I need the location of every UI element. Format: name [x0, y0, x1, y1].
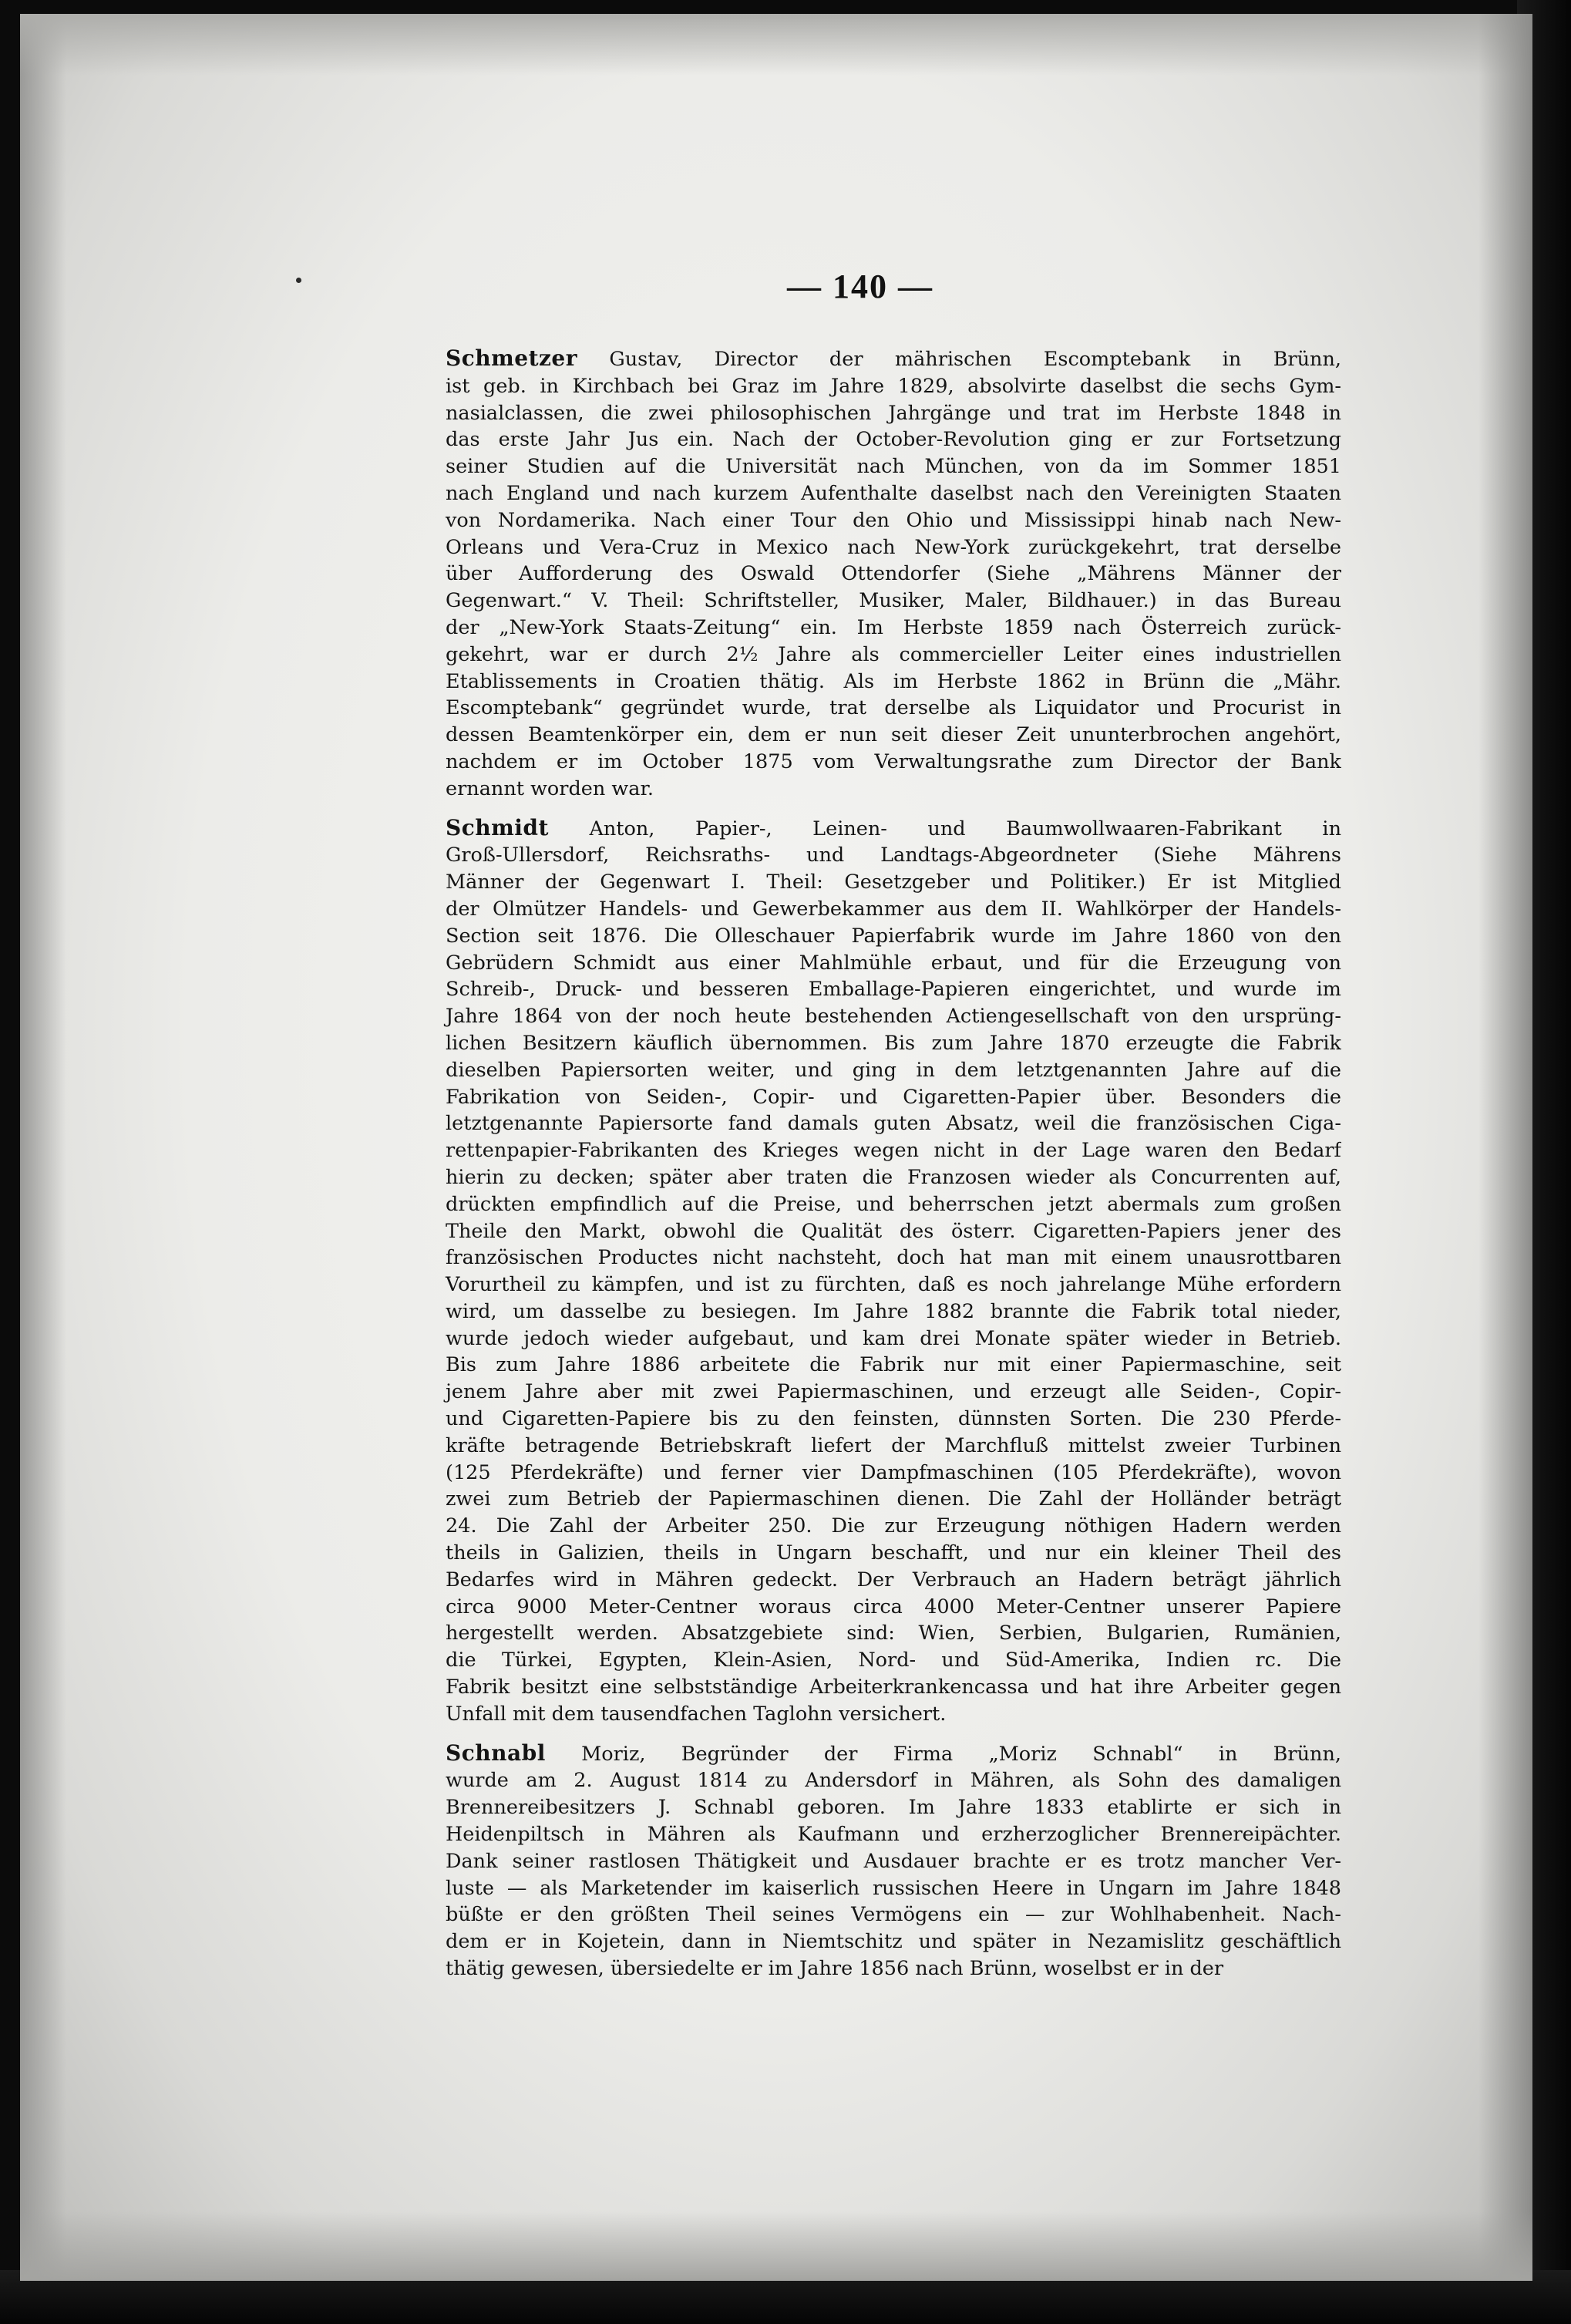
text-line: gekehrt, war er durch 2½ Jahre als commercieller Leiter eines industriellen: [446, 642, 1341, 666]
text-line: [368, 345, 1341, 373]
text-line: ist geb. in Kirchbach bei Graz im Jahre 1829, absolvirte daselbst die sechs Gym-: [446, 374, 1341, 398]
entry-list: [368, 345, 1341, 1982]
entry-first-line: Gustav, Director der mährischen Escomptebank in Brünn,: [577, 348, 1341, 371]
text-line: Bis zum Jahre 1886 arbeitete die Fabrik nur mit einer Papiermaschine, seit: [446, 1353, 1341, 1377]
text-line: wurde jedoch wieder aufgebaut, und kam drei Monate später wieder in Betrieb.: [446, 1326, 1341, 1350]
text-line: Brennereibesitzers J. Schnabl geboren. Im Jahre 1833 etablirte er sich in: [446, 1796, 1341, 1820]
text-line: Escomptebank“ gegründet wurde, trat derselbe als Liquidator und Procurist in: [446, 696, 1341, 720]
biography-entry: [368, 1740, 1341, 1982]
biography-entry: [368, 345, 1341, 803]
text-line: wird, um dasselbe zu besiegen. Im Jahre 1882 brannte die Fabrik total nieder,: [446, 1299, 1341, 1323]
text-line: der Olmützer Handels- und Gewerbekammer aus dem II. Wahlkörper der Handels-: [446, 897, 1341, 921]
text-line: jenem Jahre aber mit zwei Papiermaschinen, und erzeugt alle Seiden-, Copir-: [446, 1380, 1341, 1404]
text-line: lichen Besitzern käuflich übernommen. Bis zum Jahre 1870 erzeugte die Fabrik: [446, 1031, 1341, 1055]
text-line: thätig gewesen, übersiedelte er im Jahre 1856 nach Brünn, woselbst er in der: [446, 1957, 1224, 1981]
text-line: Jahre 1864 von der noch heute bestehenden Actiengesellschaft von den ursprüng-: [446, 1005, 1341, 1029]
text-line: ernannt worden war.: [446, 776, 654, 800]
text-line: rettenpapier-Fabrikanten des Krieges wegen nicht in der Lage waren den Bedarf: [446, 1139, 1341, 1163]
text-line: Unfall mit dem tausendfachen Taglohn versichert.: [446, 1702, 947, 1726]
text-line: wurde am 2. August 1814 zu Andersdorf in Mähren, als Sohn des damaligen: [446, 1769, 1341, 1793]
text-line: Section seit 1876. Die Olleschauer Papierfabrik wurde im Jahre 1860 von den: [446, 924, 1341, 948]
entry-first-line: Moriz, Begründer der Firma „Moriz Schnabl“ in Brünn,: [545, 1742, 1341, 1766]
page-shading-right: [1478, 14, 1532, 2281]
text-line: circa 9000 Meter-Centner woraus circa 4000 Meter-Centner unserer Papiere: [446, 1595, 1341, 1618]
text-line: Schreib-, Druck- und besseren Emballage-Papieren eingerichtet, und wurde im: [446, 978, 1341, 1002]
text-line: Gegenwart.“ V. Theil: Schriftsteller, Musiker, Maler, Bildhauer.) in das Bureau: [446, 589, 1341, 613]
text-line: Dank seiner rastlosen Thätigkeit und Ausdauer brachte er es trotz mancher Ver-: [446, 1849, 1341, 1873]
text-line: Groß-Ullersdorf, Reichsraths- und Landtags-Abgeordneter (Siehe Mährens: [446, 844, 1341, 867]
biography-entry: [368, 815, 1341, 1728]
text-line: (125 Pferdekräfte) und ferner vier Dampfmaschinen (105 Pferdekräfte), wovon: [446, 1460, 1341, 1484]
text-line: Theile den Markt, obwohl die Qualität des österr. Cigaretten-Papiers jener des: [446, 1219, 1341, 1243]
page-shading-bottom: [20, 2211, 1532, 2281]
text-line: Orleans und Vera-Cruz in Mexico nach New-York zurückgekehrt, trat derselbe: [446, 535, 1341, 559]
text-line: französischen Productes nicht nachsteht, doch hat man mit einem unausrottbaren: [446, 1246, 1341, 1270]
text-line: Etablissements in Croatien thätig. Als im Herbste 1862 in Brünn die „Mähr.: [446, 669, 1341, 693]
text-line: theils in Galizien, theils in Ungarn beschafft, und nur ein kleiner Theil des: [446, 1541, 1341, 1565]
text-line: dieselben Papiersorten weiter, und ging in dem letztgenannten Jahre auf die: [446, 1058, 1341, 1082]
text-line: nasialclassen, die zwei philosophischen Jahrgänge und trat im Herbste 1848 in: [446, 401, 1341, 425]
text-line: luste — als Marketender im kaiserlich russischen Heere in Ungarn im Jahre 1848: [446, 1876, 1341, 1900]
text-line: Vorurtheil zu kämpfen, und ist zu fürchten, daß es noch jahrelange Mühe erfordern: [446, 1273, 1341, 1297]
text-line: büßte er den größten Theil seines Vermögens ein — zur Wohlhabenheit. Nach-: [446, 1903, 1341, 1927]
text-line: Gebrüdern Schmidt aus einer Mahlmühle erbaut, und für die Erzeugung von: [446, 951, 1341, 975]
text-line: hergestellt werden. Absatzgebiete sind: Wien, Serbien, Bulgarien, Rumänien,: [446, 1622, 1341, 1645]
entry-headword: Schnabl: [446, 1740, 546, 1766]
text-line: von Nordamerika. Nach einer Tour den Ohio und Mississippi hinab nach New-: [446, 508, 1341, 532]
text-line: kräfte betragende Betriebskraft liefert der Marchfluß mittelst zweier Turbinen: [446, 1433, 1341, 1457]
book-page: [20, 14, 1532, 2281]
text-line: drückten empfindlich auf die Preise, und beherrschen jetzt abermals zum großen: [446, 1192, 1341, 1216]
text-line: hierin zu decken; später aber traten die Franzosen wieder als Concurrenten auf,: [446, 1165, 1341, 1189]
text-line: Fabrikation von Seiden-, Copir- und Cigaretten-Papier über. Besonders die: [446, 1085, 1341, 1109]
text-line: [368, 815, 1341, 843]
text-line: und Cigaretten-Papiere bis zu den feinsten, dünnsten Sorten. Die 230 Pferde-: [446, 1407, 1341, 1431]
entry-first-line: Anton, Papier-, Leinen- und Baumwollwaaren-Fabrikant in: [548, 817, 1341, 840]
page-shading-top: [20, 14, 1532, 76]
text-line: 24. Die Zahl der Arbeiter 250. Die zur Erzeugung nöthigen Hadern werden: [446, 1514, 1341, 1538]
entry-headword: Schmidt: [446, 814, 549, 840]
text-line: der „New-York Staats-Zeitung“ ein. Im Herbste 1859 nach Österreich zurück-: [446, 615, 1341, 639]
text-line: Männer der Gegenwart I. Theil: Gesetzgeber und Politiker.) Er ist Mitglied: [446, 871, 1341, 894]
page-number: — 140 —: [787, 268, 934, 305]
text-line: [368, 1740, 1341, 1768]
page-body: [368, 345, 1341, 1982]
text-line: nachdem er im October 1875 vom Verwaltungsrathe zum Director der Bank: [446, 749, 1341, 773]
text-line: die Türkei, Egypten, Klein-Asien, Nord- und Süd-Amerika, Indien rc. Die: [446, 1649, 1341, 1672]
text-line: Bedarfes wird in Mähren gedeckt. Der Verbrauch an Hadern beträgt jährlich: [446, 1568, 1341, 1591]
text-line: Heidenpiltsch in Mähren als Kaufmann und erzherzoglicher Brennereipächter.: [446, 1823, 1341, 1847]
text-line: dem er in Kojetein, dann in Niemtschitz und später in Nezamislitz geschäftlich: [446, 1930, 1341, 1954]
text-line: nach England und nach kurzem Aufenthalte daselbst nach den Vereinigten Staaten: [446, 481, 1341, 505]
text-line: das erste Jahr Jus ein. Nach der October-Revolution ging er zur Fortsetzung: [446, 428, 1341, 452]
text-line: über Aufforderung des Oswald Ottendorfer (Siehe „Mährens Männer der: [446, 562, 1341, 586]
text-line: Fabrik besitzt eine selbstständige Arbeiterkrankencassa und hat ihre Arbeiter gegen: [446, 1676, 1341, 1699]
text-line: dessen Beamtenkörper ein, dem er nun seit dieser Zeit ununterbrochen angehört,: [446, 723, 1341, 747]
page-shading-left: [20, 14, 66, 2281]
text-line: zwei zum Betrieb der Papiermaschinen dienen. Die Zahl der Holländer beträgt: [446, 1487, 1341, 1511]
text-line: seiner Studien auf die Universität nach München, von da im Sommer 1851: [446, 455, 1341, 479]
entry-headword: Schmetzer: [446, 345, 577, 371]
text-line: letztgenannte Papiersorte fand damals guten Absatz, weil die französischen Ciga-: [446, 1112, 1341, 1136]
